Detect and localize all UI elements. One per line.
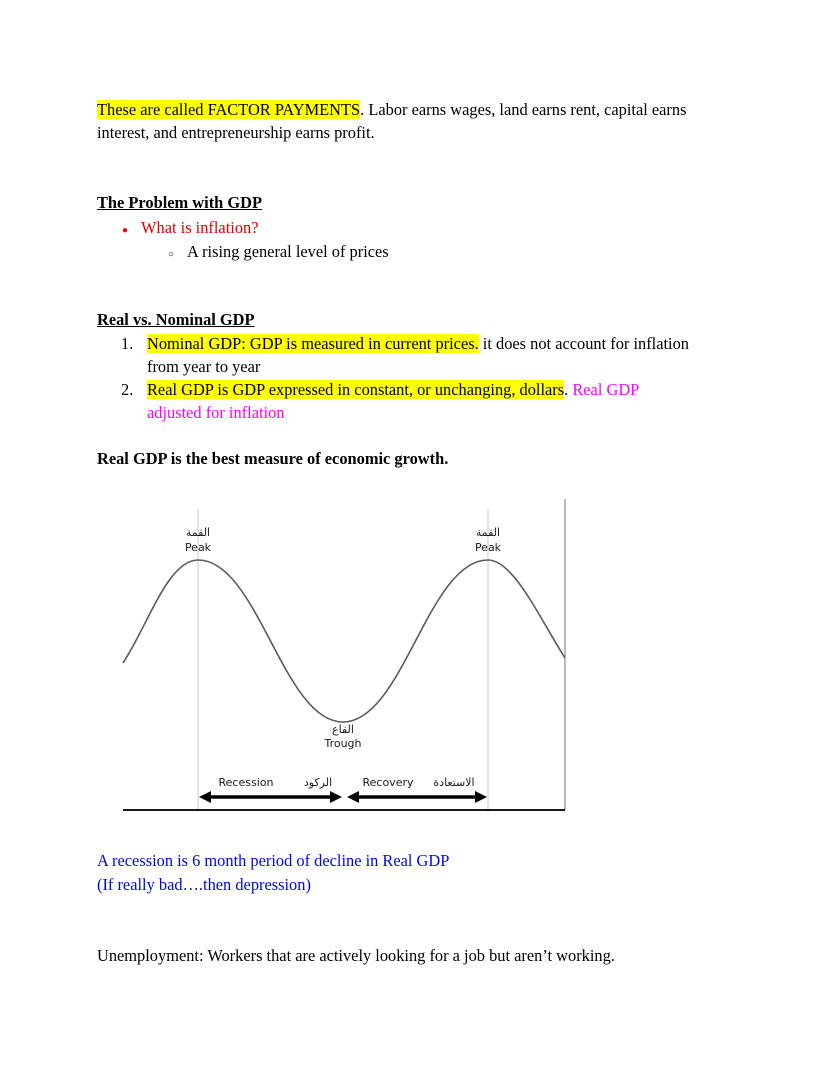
- intro-rest-text: . Labor earns wages, land earns rent, capital earns: [360, 100, 687, 119]
- recovery-arrowhead-left-icon: [347, 791, 359, 803]
- peak-right-label-arabic: القمة: [475, 526, 501, 539]
- nominal-gdp-line2-text: from year to year: [147, 357, 261, 376]
- nominal-gdp-rest-text: it does not account for inflation: [478, 334, 689, 353]
- recovery-arrowhead-right-icon: [475, 791, 487, 803]
- peak-left-label: Peak: [184, 541, 212, 554]
- peak-left-label-arabic: القمة: [185, 526, 211, 539]
- recovery-label-arabic: الاستعادة: [433, 776, 475, 789]
- real-gdp-magenta-text-line2: adjusted for inflation: [147, 403, 285, 422]
- recession-note-line2: (If really bad….then depression): [97, 875, 311, 894]
- real-gdp-separator-text: .: [564, 380, 573, 399]
- hollow-bullet-icon: ○: [168, 249, 175, 260]
- real-gdp-magenta-text-line1: Real GDP: [572, 380, 640, 399]
- recession-arrowhead-right-icon: [330, 791, 342, 803]
- heading-problem-with-gdp: The Problem with GDP: [97, 193, 262, 212]
- intro-line2-text: interest, and entrepreneurship earns profit.: [97, 123, 375, 142]
- business-cycle-curve: [123, 560, 565, 722]
- sub-bullet-text: A rising general level of prices: [187, 242, 389, 261]
- list-number-1: 1.: [121, 334, 134, 353]
- heading-real-vs-nominal-gdp: Real vs. Nominal GDP: [97, 310, 255, 329]
- recovery-label: Recovery: [362, 776, 414, 789]
- recession-note: [97, 849, 449, 897]
- list-item-real-gdp: [147, 378, 747, 424]
- nominal-gdp-highlighted-text: Nominal GDP: GDP is measured in current prices.: [147, 334, 479, 353]
- intro-paragraph: [97, 98, 742, 144]
- intro-highlighted-text: These are called FACTOR PAYMENTS: [97, 100, 361, 119]
- real-gdp-highlighted-text: Real GDP is GDP expressed in constant, or unchanging, dollars: [147, 380, 565, 399]
- bullet-icon: ●: [122, 225, 129, 236]
- list-item-nominal-gdp: [147, 332, 747, 378]
- unemployment-paragraph: Unemployment: Workers that are actively looking for a job but aren’t working.: [97, 946, 615, 965]
- recession-label-arabic: الركود: [303, 776, 333, 789]
- bullet-what-is-inflation: [122, 216, 258, 242]
- trough-label-arabic: القاع: [332, 723, 354, 736]
- business-cycle-diagram: [113, 495, 583, 825]
- recession-label: Recession: [218, 776, 274, 789]
- recession-note-line1: A recession is 6 month period of decline in Real GDP: [97, 851, 450, 870]
- list-number-2: 2.: [121, 380, 134, 399]
- trough-label: Trough: [324, 737, 362, 750]
- recession-arrowhead-left-icon: [199, 791, 211, 803]
- peak-right-label: Peak: [474, 541, 502, 554]
- sub-bullet-rising-prices: [168, 240, 389, 266]
- bullet-text: What is inflation?: [141, 218, 259, 237]
- statement-real-gdp-best-measure: Real GDP is the best measure of economic growth.: [97, 449, 449, 468]
